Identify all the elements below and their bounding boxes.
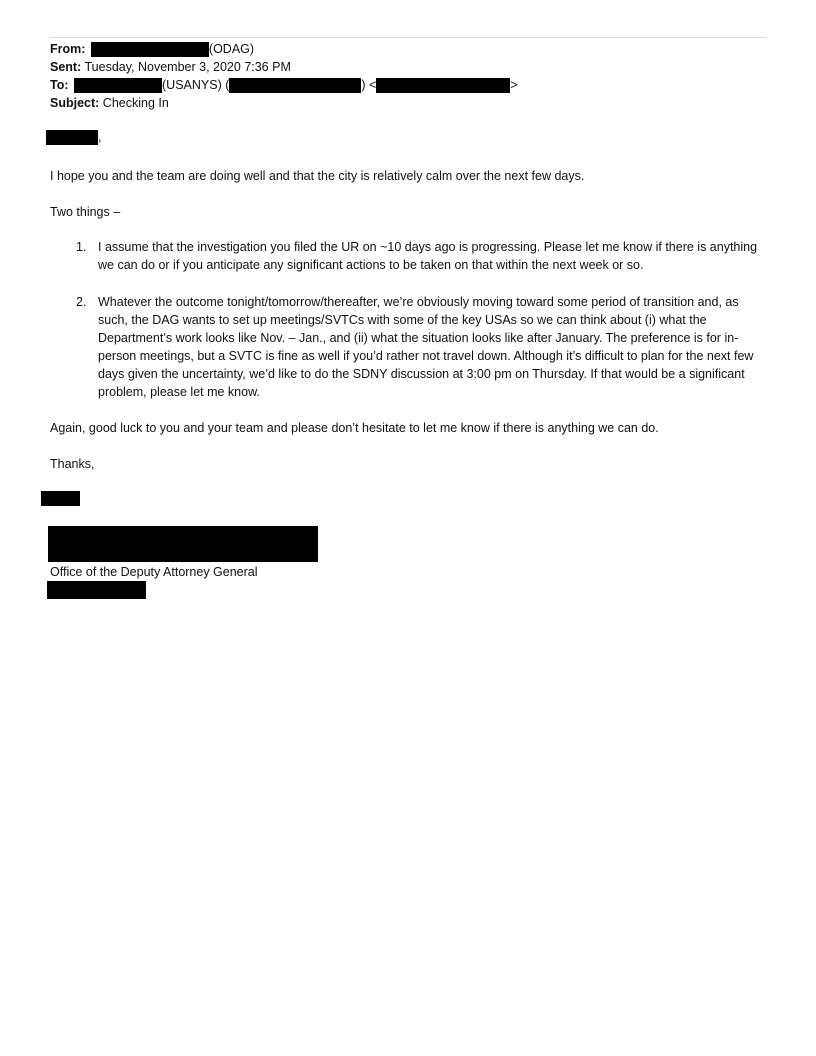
body-paragraph: Two things – [50,205,121,219]
list-item [76,293,766,401]
sent-value: Tuesday, November 3, 2020 7:36 PM [84,60,291,74]
sent-line [50,58,291,76]
greeting-line [46,128,101,146]
list-text: I assume that the investigation you filed the UR on ~10 days ago is progressing. Please let me know if there is anything we can do or if you anticipate any significant actions to be taken on that within the next week or so. [98,240,758,272]
redaction-block [376,78,510,93]
subject-label: Subject: [50,96,100,110]
redaction-block [46,130,98,145]
list-number: 1. [76,240,87,254]
to-value-2: ) < [361,78,377,92]
redaction-block [229,78,361,93]
sent-label: Sent: [50,60,82,74]
to-value-1: (USANYS) ( [162,78,230,92]
from-value: (ODAG) [208,42,255,56]
signature-office: Office of the Deputy Attorney General [50,565,258,579]
list-item [76,238,766,274]
redaction-block [91,42,209,57]
list-number: 2. [76,295,87,309]
subject-value: Checking In [102,96,169,110]
list-text: Whatever the outcome tonight/tomorrow/thereafter, we’re obviously moving toward some period of transition and, as such, the DAG wants to set up meetings/SVTCs with some of the key USAs so we can think about (i) what the Department’s work looks like Nov. – Jan., and (ii) what the situation looks like after January. The preference is for in-person meetings, but a SVTC is fine as well if you’d rather not travel down. Although it’s difficult to plan for the next few days given the uncertainty, we’d like to do the SDNY discussion at 3:00 pm on Thursday. If that would be a significant problem, please let me know. [98,295,754,399]
subject-line [50,94,169,112]
to-label: To: [50,78,69,92]
redaction-block [74,78,162,93]
body-paragraph: Again, good luck to you and your team and please don’t hesitate to let me know if there is anything we can do. [50,421,659,435]
from-label: From: [50,42,86,56]
body-paragraph: I hope you and the team are doing well and that the city is relatively calm over the next few days. [50,169,585,183]
greeting-suffix: , [98,130,102,144]
body-paragraph: Thanks, [50,457,95,471]
from-line [50,40,254,58]
redaction-block [41,491,80,506]
to-line [50,76,518,94]
redaction-block [48,526,318,562]
to-value-3: > [510,78,518,92]
header-divider [50,37,766,38]
redaction-block [47,581,146,599]
